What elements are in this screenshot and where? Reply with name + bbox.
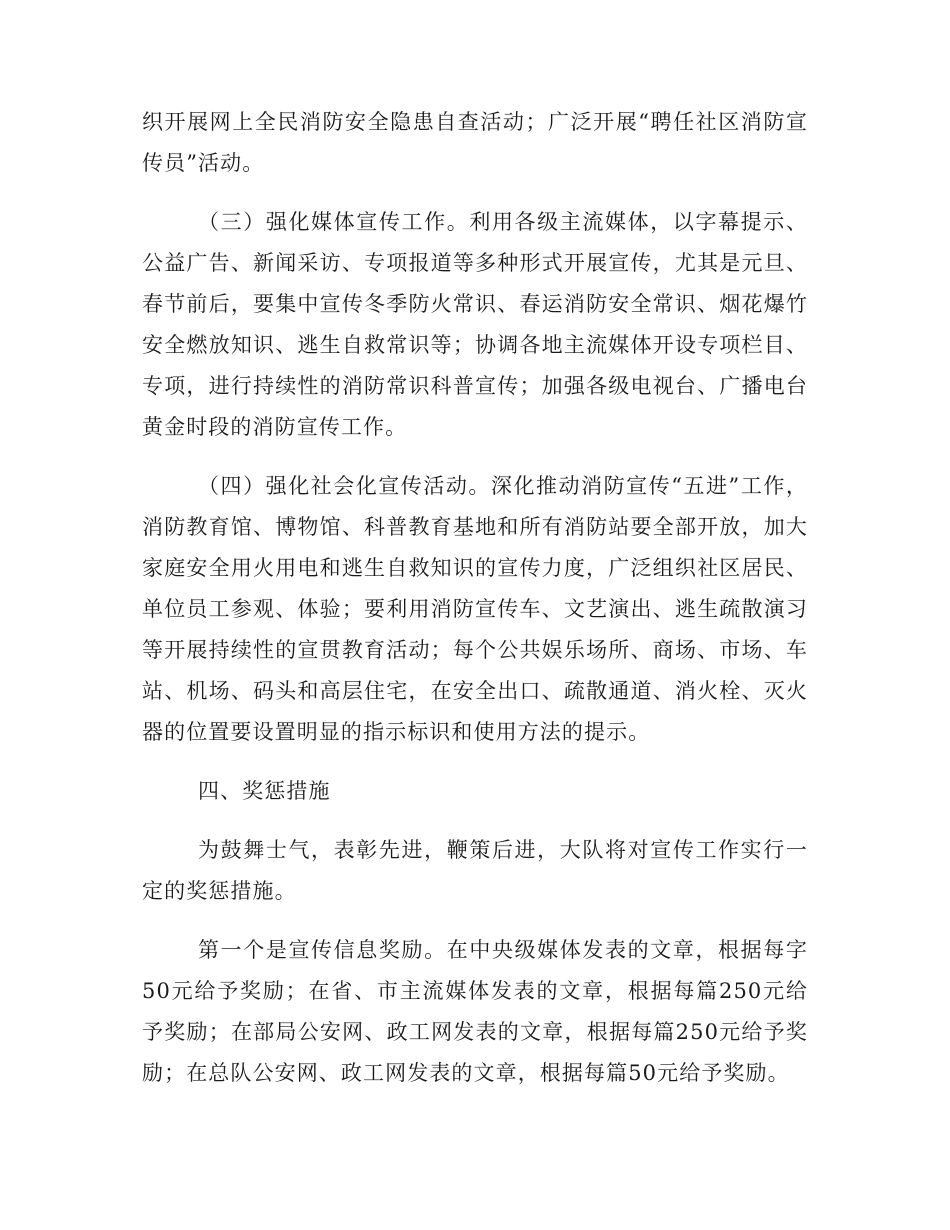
document-page: [142, 102, 808, 1112]
paragraph-media-promotion: （三）强化媒体宣传工作。利用各级主流媒体，以字幕提示、公益广告、新闻采访、专项报道等多种形式开展宣传，尤其是元旦、春节前后，要集中宣传冬季防火常识、春运消防安全常识、烟花爆竹安全燃放知识、逃生自救常识等；协调各地主流媒体开设专项栏目、专项，进行持续性的消防常识科普宣传；加强各级电视台、广播电台黄金时段的消防宣传工作。: [142, 210, 808, 439]
paragraph-rewards-intro: 为鼓舞士气，表彰先进，鞭策后进，大队将对宣传工作实行一定的奖惩措施。: [142, 838, 808, 903]
section-heading-rewards: 四、奖惩措施: [198, 779, 331, 803]
paragraph-continued: 织开展网上全民消防安全隐患自查活动；广泛开展“聘任社区消防宣传员”活动。: [142, 110, 808, 175]
paragraph-social-promotion: （四）强化社会化宣传活动。深化推动消防宣传“五进”工作，消防教育馆、博物馆、科普教育基地和所有消防站要全部开放，加大家庭安全用火用电和逃生自救知识的宣传力度，广泛组织社区居民、单位员工参观、体验；要利用消防宣传车、文艺演出、逃生疏散演习等开展持续性的宣贯教育活动；每个公共娱乐场所、商场、市场、车站、机场、码头和高层住宅，在安全出口、疏散通道、消火栓、灭火器的位置要设置明显的指示标识和使用方法的提示。: [142, 474, 808, 744]
paragraph-info-rewards: 第一个是宣传信息奖励。在中央级媒体发表的文章，根据每字50元给予奖励；在省、市主流媒体发表的文章，根据每篇250元给予奖励；在部局公安网、政工网发表的文章，根据每篇250元给予奖励；在总队公安网、政工网发表的文章，根据每篇50元给予奖励。: [142, 938, 808, 1085]
